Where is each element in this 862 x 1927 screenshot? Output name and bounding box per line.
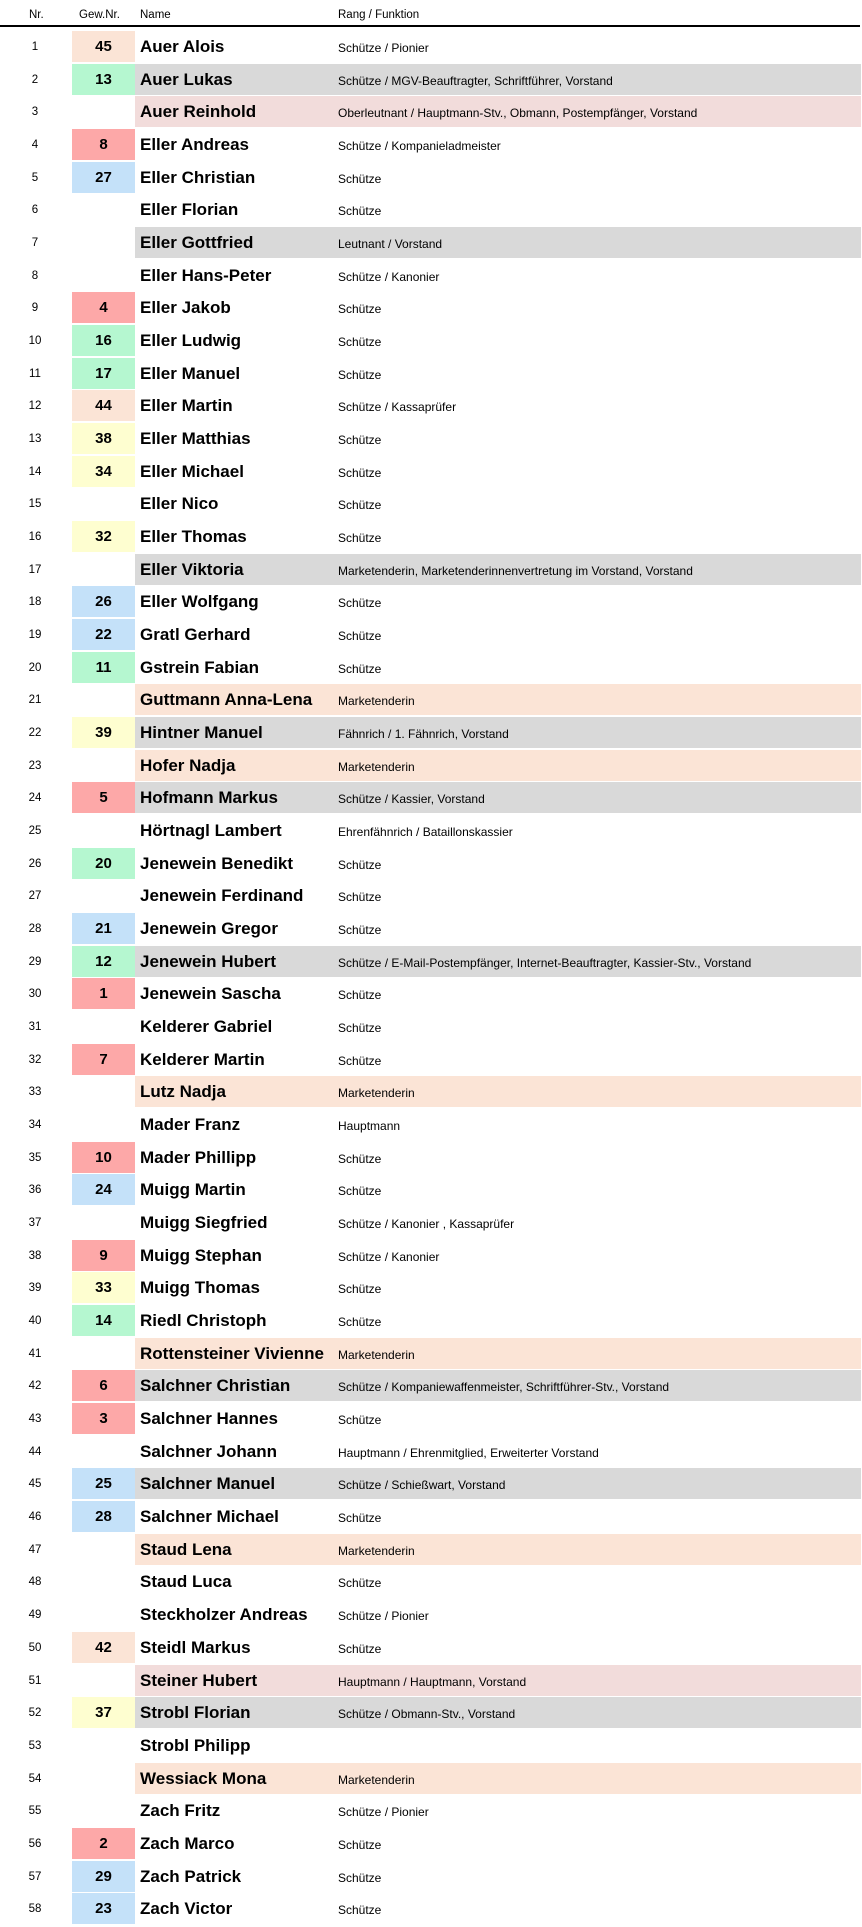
row-number: 13 — [28, 433, 42, 446]
member-role: Schütze / Kassaprüfer — [338, 400, 457, 415]
row-number: 5 — [31, 171, 39, 184]
table-row — [0, 1207, 862, 1240]
row-number: 54 — [28, 1772, 42, 1785]
gew-number-cell: 26 — [72, 586, 135, 617]
gew-number-cell — [72, 1730, 135, 1761]
row-number: 30 — [28, 988, 42, 1001]
table-row — [0, 260, 862, 293]
member-role: Schütze / Pionier — [338, 1805, 429, 1820]
row-number: 44 — [28, 1445, 42, 1458]
table-row — [0, 880, 862, 913]
header-name: Name — [140, 9, 171, 21]
gew-number-cell: 25 — [72, 1468, 135, 1499]
member-name: Eller Thomas — [140, 527, 247, 547]
header-divider — [0, 25, 860, 27]
table-row — [0, 521, 862, 554]
member-role: Hauptmann — [338, 1119, 401, 1134]
table-row — [0, 292, 862, 325]
row-number: 52 — [28, 1707, 42, 1720]
member-name: Staud Luca — [140, 1572, 232, 1592]
member-role: Schütze / Obmann-Stv., Vorstand — [338, 1707, 516, 1722]
gew-number-cell: 37 — [72, 1697, 135, 1728]
member-role: Oberleutnant / Hauptmann-Stv., Obmann, Postempfänger, Vorstand — [338, 106, 698, 121]
member-role: Fähnrich / 1. Fähnrich, Vorstand — [338, 727, 509, 742]
member-name: Zach Fritz — [140, 1801, 221, 1821]
gew-number-cell — [72, 1665, 135, 1696]
member-name: Hofmann Markus — [140, 788, 278, 808]
gew-number-cell: 17 — [72, 358, 135, 389]
row-number: 40 — [28, 1315, 42, 1328]
table-row — [0, 1436, 862, 1469]
member-name: Mader Phillipp — [140, 1147, 257, 1167]
member-name: Eller Martin — [140, 396, 233, 416]
row-number: 47 — [28, 1543, 42, 1556]
member-role: Schütze — [338, 1413, 382, 1428]
gew-number-cell: 4 — [72, 292, 135, 323]
gew-number-cell — [72, 194, 135, 225]
member-role: Hauptmann / Ehrenmitglied, Erweiterter Vorstand — [338, 1445, 599, 1460]
member-name: Jenewein Gregor — [140, 919, 278, 939]
member-name: Eller Florian — [140, 200, 239, 220]
table-row — [0, 325, 862, 358]
table-row — [0, 1730, 862, 1763]
member-role: Marketenderin — [338, 1086, 415, 1101]
table-row — [0, 1076, 862, 1109]
row-number: 28 — [28, 923, 42, 936]
gew-number-cell — [72, 750, 135, 781]
gew-number-cell: 42 — [72, 1632, 135, 1663]
table-row — [0, 1338, 862, 1371]
row-number: 11 — [29, 367, 41, 380]
gew-number-cell: 3 — [72, 1403, 135, 1434]
row-number: 3 — [31, 106, 39, 119]
row-number: 49 — [28, 1609, 42, 1622]
gew-number-cell: 28 — [72, 1501, 135, 1532]
gew-number-cell: 24 — [72, 1174, 135, 1205]
row-number: 46 — [28, 1511, 42, 1524]
table-row — [0, 750, 862, 783]
member-role: Hauptmann / Hauptmann, Vorstand — [338, 1674, 527, 1689]
member-name: Staud Lena — [140, 1539, 232, 1559]
member-name: Salchner Michael — [140, 1507, 279, 1527]
member-name: Eller Michael — [140, 461, 244, 481]
row-number: 16 — [28, 531, 42, 544]
gew-number-cell — [72, 1109, 135, 1140]
row-number: 17 — [28, 563, 42, 576]
gew-number-cell — [72, 1338, 135, 1369]
member-name: Zach Marco — [140, 1833, 235, 1853]
row-number: 55 — [28, 1805, 42, 1818]
gew-number-cell — [72, 1076, 135, 1107]
member-role: Schütze — [338, 531, 382, 546]
gew-number-cell: 10 — [72, 1142, 135, 1173]
gew-number-cell: 44 — [72, 390, 135, 421]
table-row — [0, 1697, 862, 1730]
row-number: 53 — [28, 1739, 42, 1752]
table-row — [0, 1566, 862, 1599]
table-row — [0, 815, 862, 848]
member-name: Eller Viktoria — [140, 559, 244, 579]
row-number: 27 — [28, 890, 42, 903]
member-name: Hofer Nadja — [140, 755, 236, 775]
row-number: 37 — [28, 1217, 42, 1230]
member-name: Steidl Markus — [140, 1637, 251, 1657]
table-row — [0, 1240, 862, 1273]
table-row — [0, 1370, 862, 1403]
gew-number-cell: 14 — [72, 1305, 135, 1336]
table-row — [0, 717, 862, 750]
member-name: Jenewein Benedikt — [140, 853, 294, 873]
member-name: Eller Jakob — [140, 298, 231, 318]
member-name: Jenewein Hubert — [140, 951, 277, 971]
member-name: Zach Patrick — [140, 1866, 242, 1886]
member-name: Auer Lukas — [140, 69, 233, 89]
member-name: Kelderer Martin — [140, 1049, 265, 1069]
member-role: Schütze — [338, 335, 382, 350]
row-number: 34 — [28, 1119, 42, 1132]
row-number: 18 — [28, 596, 42, 609]
row-number: 15 — [28, 498, 42, 511]
row-number: 25 — [28, 825, 42, 838]
gew-number-cell — [72, 1207, 135, 1238]
table-row — [0, 1174, 862, 1207]
member-role: Marketenderin — [338, 1772, 415, 1787]
member-role: Schütze — [338, 890, 382, 905]
table-header — [0, 0, 862, 26]
member-name: Hörtnagl Lambert — [140, 821, 282, 841]
member-role: Schütze — [338, 1151, 382, 1166]
row-number: 45 — [28, 1478, 42, 1491]
member-role: Schütze / Kanonier , Kassaprüfer — [338, 1217, 515, 1232]
table-row — [0, 1828, 862, 1861]
table-row — [0, 162, 862, 195]
gew-number-cell — [72, 880, 135, 911]
header-nr: Nr. — [29, 9, 44, 21]
gew-number-cell — [72, 1566, 135, 1597]
member-role: Schütze — [338, 302, 382, 317]
member-role: Schütze / MGV-Beauftragter, Schriftführer, Vorstand — [338, 73, 613, 88]
table-row — [0, 390, 862, 423]
member-role: Schütze / Pionier — [338, 41, 429, 55]
gew-number-cell — [72, 1011, 135, 1042]
gew-number-cell: 16 — [72, 325, 135, 356]
member-name: Eller Andreas — [140, 135, 249, 154]
table-row — [0, 1109, 862, 1142]
table-row — [0, 848, 862, 881]
gew-number-cell — [72, 488, 135, 519]
member-role: Schütze — [338, 171, 382, 186]
gew-number-cell — [72, 1534, 135, 1565]
table-row — [0, 227, 862, 260]
member-role: Schütze — [338, 433, 382, 448]
member-role: Schütze — [338, 1315, 382, 1330]
row-number: 41 — [28, 1347, 42, 1360]
gew-number-cell — [72, 1763, 135, 1794]
table-row — [0, 64, 862, 97]
table-row — [0, 684, 862, 717]
member-role: Schütze — [338, 988, 382, 1003]
member-role: Schütze — [338, 1576, 382, 1591]
gew-number-cell — [72, 260, 135, 291]
member-role: Schütze — [338, 1511, 382, 1526]
row-number: 42 — [28, 1380, 42, 1393]
gew-number-cell: 45 — [72, 31, 135, 62]
table-row — [0, 1665, 862, 1698]
member-role: Schütze — [338, 1837, 382, 1852]
member-role: Schütze — [338, 204, 382, 219]
member-name: Wessiack Mona — [140, 1768, 267, 1788]
member-name: Steiner Hubert — [140, 1670, 258, 1690]
member-name: Eller Nico — [140, 494, 219, 514]
gew-number-cell: 34 — [72, 456, 135, 487]
row-highlight — [135, 750, 861, 781]
table-row — [0, 1272, 862, 1305]
member-name: Steckholzer Andreas — [140, 1605, 308, 1625]
member-name: Muigg Thomas — [140, 1278, 260, 1298]
gew-number-cell: 23 — [72, 1893, 135, 1924]
member-name: Rottensteiner Vivienne — [140, 1343, 324, 1363]
member-name: Muigg Stephan — [140, 1245, 262, 1265]
gew-number-cell — [72, 1436, 135, 1467]
member-role: Marketenderin — [338, 1543, 415, 1558]
member-role: Schütze — [338, 1053, 382, 1068]
member-role: Schütze — [338, 857, 382, 872]
gew-number-cell — [72, 815, 135, 846]
row-number: 19 — [28, 629, 42, 642]
row-number: 38 — [28, 1249, 42, 1262]
member-name: Muigg Siegfried — [140, 1213, 268, 1233]
row-number: 36 — [28, 1184, 42, 1197]
member-role: Ehrenfähnrich / Bataillonskassier — [338, 825, 513, 840]
member-role: Schütze — [338, 498, 382, 513]
row-number: 57 — [28, 1870, 42, 1883]
row-number: 58 — [28, 1903, 42, 1916]
member-role: Schütze / Kompaniewaffenmeister, Schriftführer-Stv., Vorstand — [338, 1380, 670, 1395]
row-number: 1 — [31, 41, 39, 53]
table-row — [0, 619, 862, 652]
gew-number-cell: 6 — [72, 1370, 135, 1401]
member-role: Schütze / Kanonier — [338, 269, 440, 284]
header-gew-nr: Gew.Nr. — [79, 9, 120, 21]
row-number: 9 — [31, 302, 39, 315]
row-number: 2 — [31, 73, 39, 86]
row-number: 33 — [28, 1086, 42, 1099]
member-role: Schütze / E-Mail-Postempfänger, Internet-Beauftragter, Kassier-Stv., Vorstand — [338, 955, 752, 970]
gew-number-cell: 12 — [72, 946, 135, 977]
member-name: Hintner Manuel — [140, 723, 263, 743]
gew-number-cell: 13 — [72, 64, 135, 95]
gew-number-cell — [72, 1599, 135, 1630]
row-number: 23 — [28, 759, 42, 772]
member-name: Salchner Christian — [140, 1376, 291, 1396]
member-name: Strobl Florian — [140, 1703, 251, 1723]
table-row — [0, 1599, 862, 1632]
member-role: Leutnant / Vorstand — [338, 237, 443, 252]
table-row — [0, 1305, 862, 1338]
member-name: Auer Reinhold — [140, 102, 257, 122]
member-name: Kelderer Gabriel — [140, 1017, 273, 1037]
member-role: Marketenderin — [338, 759, 415, 774]
table-row — [0, 554, 862, 587]
member-name: Eller Gottfried — [140, 233, 254, 253]
member-role: Schütze / Schießwart, Vorstand — [338, 1478, 506, 1493]
member-role: Schütze — [338, 1021, 382, 1036]
table-row — [0, 1534, 862, 1567]
row-number: 43 — [28, 1413, 42, 1426]
gew-number-cell: 27 — [72, 162, 135, 193]
table-row — [0, 129, 862, 162]
gew-number-cell — [72, 1795, 135, 1826]
gew-number-cell: 5 — [72, 782, 135, 813]
table-row — [0, 358, 862, 391]
member-name: Gratl Gerhard — [140, 625, 251, 645]
member-name: Salchner Hannes — [140, 1409, 278, 1429]
table-row — [0, 1632, 862, 1665]
member-role: Schütze / Kanonier — [338, 1249, 440, 1264]
gew-number-cell: 21 — [72, 913, 135, 944]
table-row — [0, 1501, 862, 1534]
table-row — [0, 1044, 862, 1077]
gew-number-cell — [72, 227, 135, 258]
row-number: 26 — [28, 857, 42, 870]
member-role: Schütze — [338, 629, 382, 644]
table-row — [0, 913, 862, 946]
gew-number-cell: 20 — [72, 848, 135, 879]
table-row — [0, 456, 862, 489]
row-number: 21 — [28, 694, 42, 707]
member-name: Eller Ludwig — [140, 331, 242, 351]
member-role: Schütze — [338, 465, 382, 480]
member-name: Guttmann Anna-Lena — [140, 690, 313, 710]
row-number: 10 — [28, 335, 42, 348]
member-name: Riedl Christoph — [140, 1311, 267, 1331]
member-role: Schütze — [338, 596, 382, 611]
member-name: Jenewein Sascha — [140, 984, 281, 1004]
table-row — [0, 1893, 862, 1926]
row-number: 51 — [28, 1674, 42, 1687]
member-name: Muigg Martin — [140, 1180, 246, 1200]
member-role: Schütze — [338, 923, 382, 938]
member-role: Schütze / Kassier, Vorstand — [338, 792, 485, 807]
member-role: Schütze / Kompanieladmeister — [338, 139, 501, 153]
row-number: 8 — [31, 269, 39, 282]
gew-number-cell — [72, 554, 135, 585]
member-name: Salchner Manuel — [140, 1474, 276, 1494]
table-row — [0, 1468, 862, 1501]
row-number: 12 — [28, 400, 42, 413]
table-row — [0, 978, 862, 1011]
header-role: Rang / Funktion — [338, 9, 420, 21]
table-row — [0, 652, 862, 685]
gew-number-cell: 22 — [72, 619, 135, 650]
gew-number-cell: 32 — [72, 521, 135, 552]
row-number: 39 — [28, 1282, 42, 1295]
gew-number-cell: 39 — [72, 717, 135, 748]
table-row — [0, 586, 862, 619]
row-number: 32 — [28, 1053, 42, 1066]
gew-number-cell: 33 — [72, 1272, 135, 1303]
member-name: Strobl Philipp — [140, 1735, 251, 1755]
member-role: Marketenderin — [338, 1347, 415, 1362]
member-name: Eller Hans-Peter — [140, 265, 272, 285]
table-row — [0, 946, 862, 979]
row-number: 50 — [28, 1641, 42, 1654]
table-row — [0, 1142, 862, 1175]
member-name: Salchner Johann — [140, 1441, 277, 1461]
member-role: Marketenderin — [338, 694, 415, 709]
gew-number-cell: 1 — [72, 978, 135, 1009]
row-highlight — [135, 1534, 861, 1565]
table-row — [0, 1011, 862, 1044]
table-row — [0, 1861, 862, 1894]
row-number: 14 — [28, 465, 42, 478]
gew-number-cell: 38 — [72, 423, 135, 454]
member-role: Schütze / Pionier — [338, 1609, 429, 1624]
member-name: Lutz Nadja — [140, 1082, 226, 1102]
row-number: 24 — [28, 792, 42, 805]
row-number: 6 — [31, 204, 39, 217]
member-name: Auer Alois — [140, 37, 225, 56]
row-number: 56 — [28, 1837, 42, 1850]
gew-number-cell — [72, 96, 135, 127]
member-name: Eller Matthias — [140, 429, 251, 449]
row-number: 7 — [31, 237, 39, 250]
table-row — [0, 31, 862, 64]
table-row — [0, 1763, 862, 1796]
member-role: Schütze — [338, 1282, 382, 1297]
member-role: Schütze — [338, 1641, 382, 1656]
member-role: Schütze — [338, 367, 382, 382]
member-name: Mader Franz — [140, 1115, 241, 1135]
table-row — [0, 488, 862, 521]
member-name: Gstrein Fabian — [140, 657, 260, 677]
table-row — [0, 194, 862, 227]
gew-number-cell: 7 — [72, 1044, 135, 1075]
member-role: Schütze — [338, 661, 382, 676]
member-name: Eller Wolfgang — [140, 592, 259, 612]
member-name: Eller Manuel — [140, 363, 241, 383]
row-number: 35 — [28, 1151, 42, 1164]
member-name: Zach Victor — [140, 1899, 233, 1919]
row-number: 20 — [28, 661, 42, 674]
row-number: 29 — [28, 955, 42, 968]
row-number: 48 — [28, 1576, 42, 1589]
table-row — [0, 96, 862, 129]
member-name: Jenewein Ferdinand — [140, 886, 304, 906]
member-role: Schütze — [338, 1903, 382, 1918]
member-role: Marketenderin, Marketenderinnenvertretung im Vorstand, Vorstand — [338, 563, 693, 578]
table-row — [0, 1403, 862, 1436]
member-role: Schütze — [338, 1184, 382, 1199]
member-role: Schütze — [338, 1870, 382, 1885]
row-number: 31 — [28, 1021, 42, 1034]
member-name: Eller Christian — [140, 167, 256, 187]
row-number: 4 — [31, 139, 39, 151]
gew-number-cell: 8 — [72, 129, 135, 160]
gew-number-cell: 29 — [72, 1861, 135, 1892]
table-row — [0, 423, 862, 456]
row-highlight — [135, 1076, 861, 1107]
gew-number-cell: 2 — [72, 1828, 135, 1859]
row-number: 22 — [28, 727, 42, 740]
gew-number-cell — [72, 684, 135, 715]
gew-number-cell: 9 — [72, 1240, 135, 1271]
gew-number-cell: 11 — [72, 652, 135, 683]
table-row — [0, 782, 862, 815]
table-row — [0, 1795, 862, 1828]
